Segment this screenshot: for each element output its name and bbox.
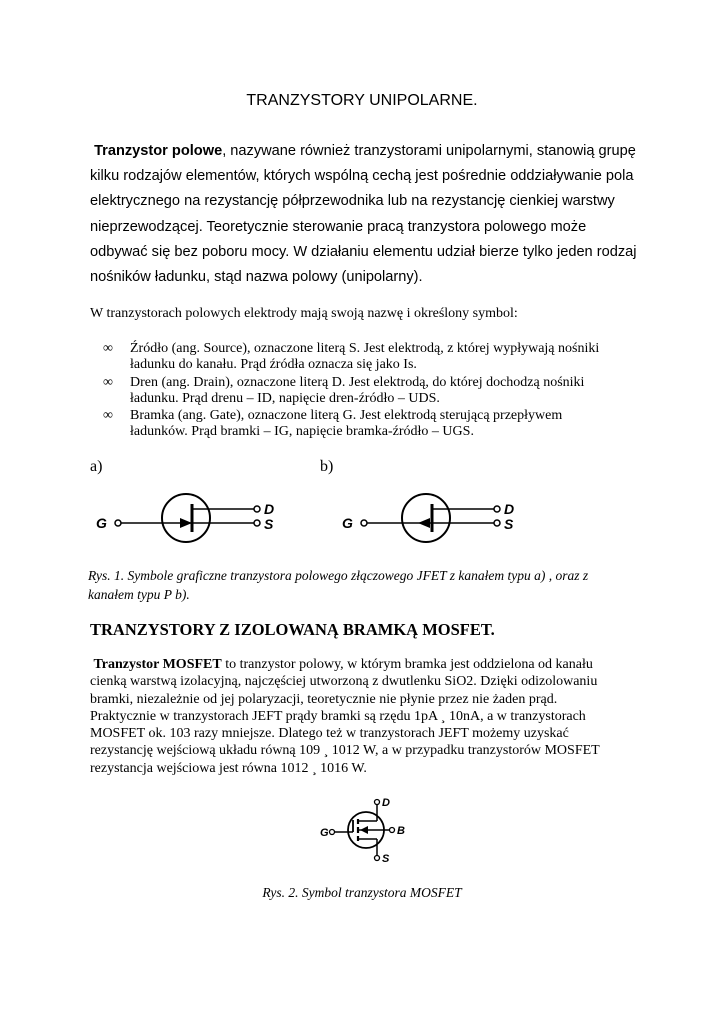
pin-g-label: G [320,827,329,839]
pin-s-label: S [504,516,514,532]
jfet-p-channel-symbol [338,488,538,552]
intro-term: Tranzystor polowe [94,143,223,159]
pin-g-label: G [342,515,353,531]
intro-line-1: Tranzystor polowe, nazywane również tranzystorami unipolarnymi, stanowią grupę [94,143,636,159]
figure-label-b: b) [320,458,334,475]
arrow-in-icon [180,518,192,528]
list-item: ∞ Źródło (ang. Source), oznaczone literą S. Jest elektrodą, z której wypływają nośniki ładunku do kanału. Prąd źródła oznacza się jako Is. [103,341,600,372]
pin-s-label: S [264,516,274,532]
bullet-icon: ∞ [103,341,113,356]
mosfet-symbol [316,792,416,868]
list-item: ∞ Dren (ang. Drain), oznaczone literą D. Jest elektrodą, do której dochodzą nośniki ładunku. Prąd drenu – ID, napięcie dren-źródło – UDS. [103,375,585,406]
intro-line-3: elektrycznego na rezystancję półprzewodnika lub na rezystancję cienkiej warstwy [90,193,615,210]
electrodes-lead: W tranzystorach polowych elektrody mają swoją nazwę i określony symbol: [90,306,518,321]
mosfet-paragraph: Tranzystor MOSFET to tranzystor polowy, w którym bramka jest oddzielona od kanału cienką warstwą izolacyjną, najczęściej utworzoną z dwutlenku SiO2. Dzięki odizolowaniu bramki, niezależnie od jej polaryzacji, teoretycznie nie płynie przez nie żaden prąd. Praktycznie w tranzystorach JEFT prądy bramki są rzędu 1pA ¸ 10nA, a w tranzystorach MOSFET ok. 103 razy mniejsze. Dlatego też w tranzystorach JEFT możemy uzyskać rezystancję wejściową układu równą 109 ¸ 1012 W, a w przypadku tranzystorów MOSFET rezystancja wejściowa jest równa 1012 ¸ 1016 W. [90,657,600,776]
page-title: TRANZYSTORY UNIPOLARNE. [246,92,478,109]
intro-line-6: nośników ładunku, stąd nazwa polowy (unipolarny). [90,269,423,286]
intro-line-4: nieprzewodzącej. Teoretycznie sterowanie pracą tranzystora polowego może [90,218,587,235]
jfet-n-channel-symbol [92,488,292,552]
bullet-icon: ∞ [103,375,113,390]
mosfet-term: Tranzystor MOSFET [93,657,222,672]
pin-g-label: G [96,515,107,531]
figure-1-caption: Rys. 1. Symbole graficzne tranzystora polowego złączowego JFET z kanałem typu a) , oraz z kanałem typu P b). [88,568,589,602]
arrow-out-icon [418,518,430,528]
pin-s-label: S [382,853,390,865]
figure-label-a: a) [90,458,103,475]
bullet-icon: ∞ [103,408,113,423]
figure-2-caption: Rys. 2. Symbol tranzystora MOSFET [262,885,462,900]
pin-d-label: D [382,797,390,809]
intro-paragraph [90,139,646,290]
pin-d-label: D [264,501,275,517]
pin-d-label: D [504,501,515,517]
intro-line-5: odbywać się bez poboru mocy. W działaniu elementu udział bierze tylko jeden rodzaj [90,243,637,260]
pin-b-label: B [397,825,405,837]
section-heading: TRANZYSTORY Z IZOLOWANĄ BRAMKĄ MOSFET. [90,620,495,639]
intro-line-2: kilku rodzajów elementów, których wspólną cechą jest pośrednie oddziaływanie pola [90,168,634,185]
list-item: ∞ Bramka (ang. Gate), oznaczone literą G. Jest elektrodą sterującą przepływem ładunków. Prąd bramki – IG, napięcie bramka-źródło – UGS. [103,408,563,439]
arrow-icon [360,826,368,834]
